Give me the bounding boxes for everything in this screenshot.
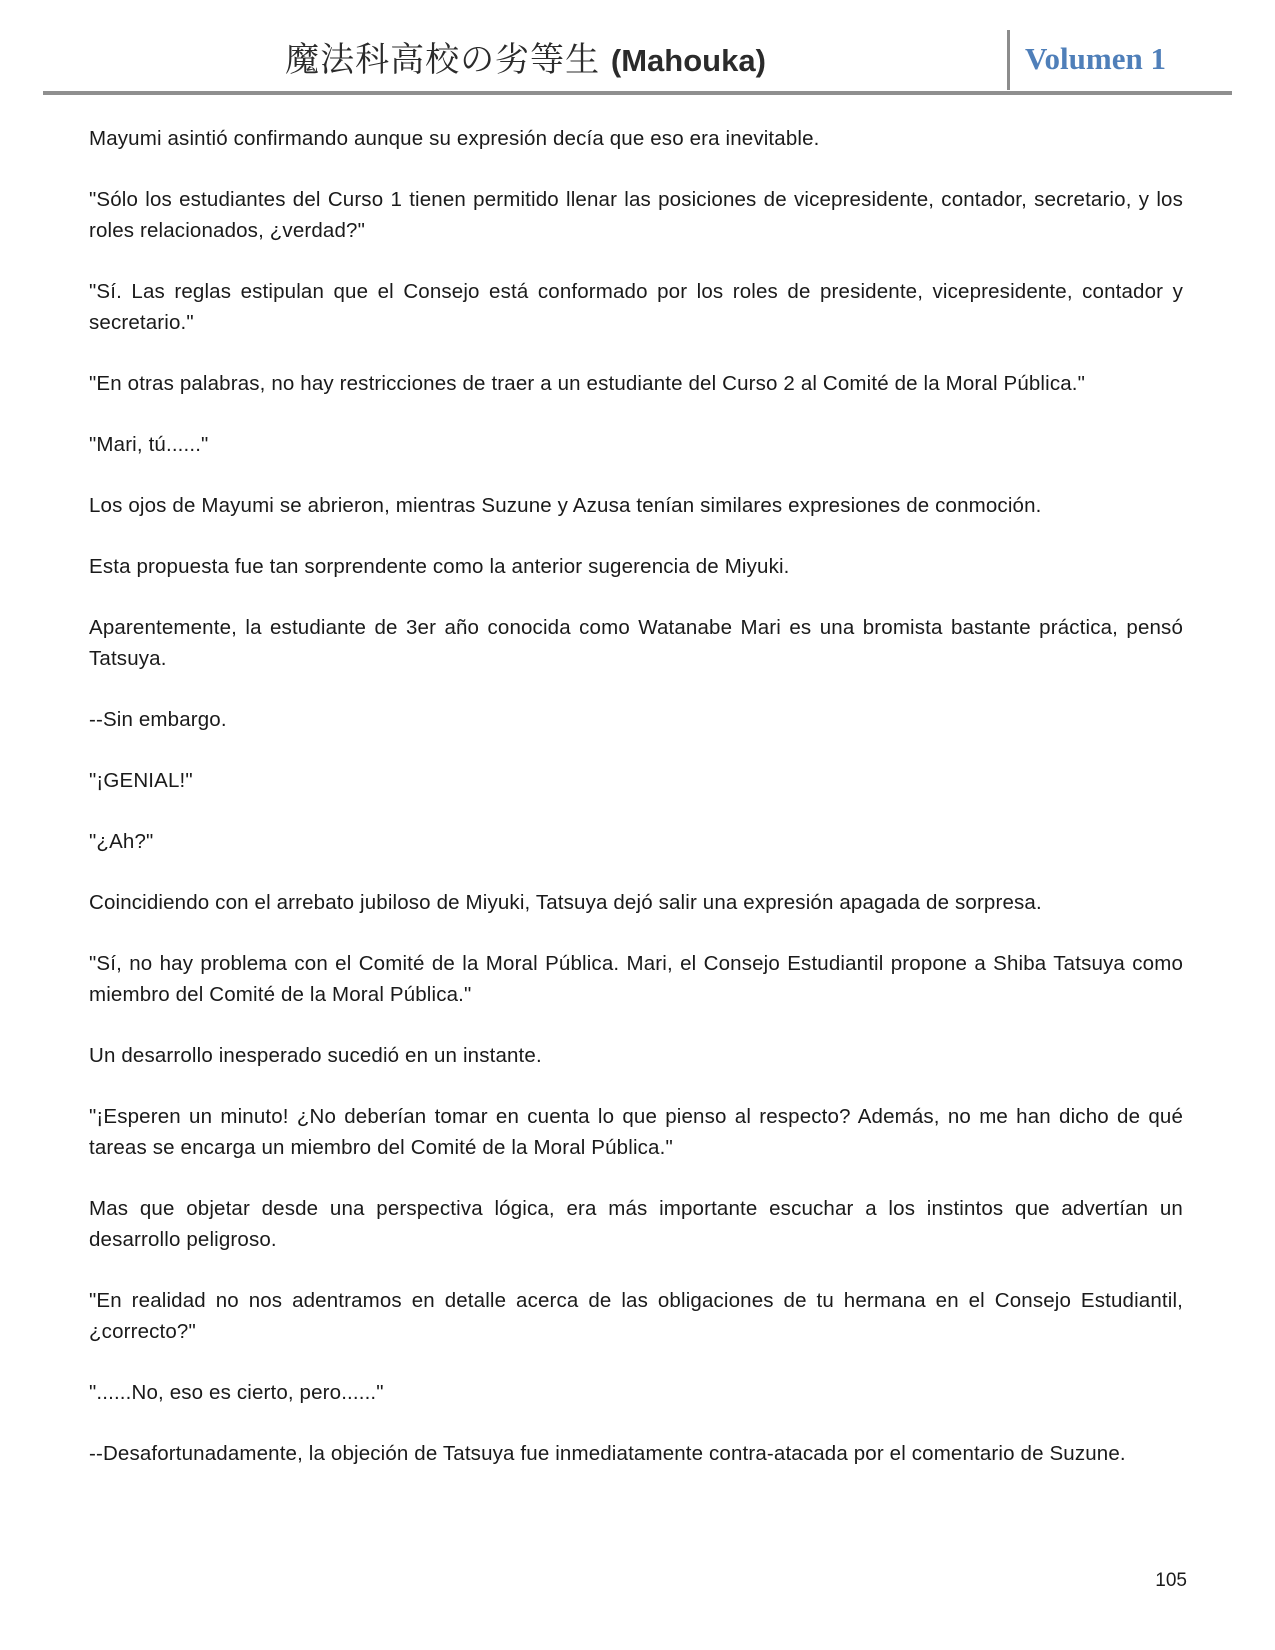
paragraph: Los ojos de Mayumi se abrieron, mientras Suzune y Azusa tenían similares expresiones de conmoción. — [89, 494, 1042, 517]
paragraph: "Mari, tú......" — [89, 433, 209, 456]
paragraph: Esta propuesta fue tan sorprendente como la anterior sugerencia de Miyuki. — [89, 555, 790, 578]
paragraph: --Sin embargo. — [89, 708, 227, 731]
paragraph: "¿Ah?" — [89, 830, 154, 853]
header-title — [43, 40, 1008, 81]
header-separator — [1007, 30, 1010, 90]
volume-label: Volumen 1 — [1025, 41, 1166, 76]
paragraph: "Sólo los estudiantes del Curso 1 tienen permitido llenar las posiciones de vicepresidente, contador, secretario, y los roles relacionados, ¿verdad?" — [89, 188, 1183, 242]
paragraph: --Desafortunadamente, la objeción de Tatsuya fue inmediatamente contra-atacada por el comentario de Suzune. — [89, 1442, 1126, 1465]
paragraph: "Sí. Las reglas estipulan que el Consejo está conformado por los roles de presidente, vicepresidente, contador y secretario." — [89, 280, 1183, 334]
paragraph: "Sí, no hay problema con el Comité de la Moral Pública. Mari, el Consejo Estudiantil propone a Shiba Tatsuya como miembro del Comité de la Moral Pública." — [89, 952, 1183, 1006]
series-romaji: (Mahouka) — [610, 43, 766, 78]
paragraph: Un desarrollo inesperado sucedió en un instante. — [89, 1044, 542, 1067]
paragraph: "¡GENIAL!" — [89, 769, 193, 792]
paragraph: Aparentemente, la estudiante de 3er año conocida como Watanabe Mari es una bromista bastante práctica, pensó Tatsuya. — [89, 616, 1183, 670]
page-number: 105 — [1155, 1570, 1187, 1591]
page-body — [89, 123, 1183, 1499]
paragraph: "En otras palabras, no hay restricciones de traer a un estudiante del Curso 2 al Comité de la Moral Pública." — [89, 372, 1086, 395]
paragraph: "En realidad no nos adentramos en detalle acerca de las obligaciones de tu hermana en el Consejo Estudiantil, ¿correcto?" — [89, 1289, 1183, 1343]
paragraph: "¡Esperen un minuto! ¿No deberían tomar en cuenta lo que pienso al respecto? Además, no me han dicho de qué tareas se encarga un miembro del Comité de la Moral Pública." — [89, 1105, 1183, 1159]
paragraph: "......No, eso es cierto, pero......" — [89, 1381, 384, 1404]
header-rule — [43, 91, 1232, 95]
paragraph: Coincidiendo con el arrebato jubiloso de Miyuki, Tatsuya dejó salir una expresión apagada de sorpresa. — [89, 891, 1042, 914]
paragraph: Mas que objetar desde una perspectiva lógica, era más importante escuchar a los instintos que advertían un desarrollo peligroso. — [89, 1197, 1183, 1251]
series-title: 魔法科高校の劣等生 — [285, 40, 601, 80]
page-header — [43, 28, 1232, 92]
paragraph: Mayumi asintió confirmando aunque su expresión decía que eso era inevitable. — [89, 127, 820, 150]
